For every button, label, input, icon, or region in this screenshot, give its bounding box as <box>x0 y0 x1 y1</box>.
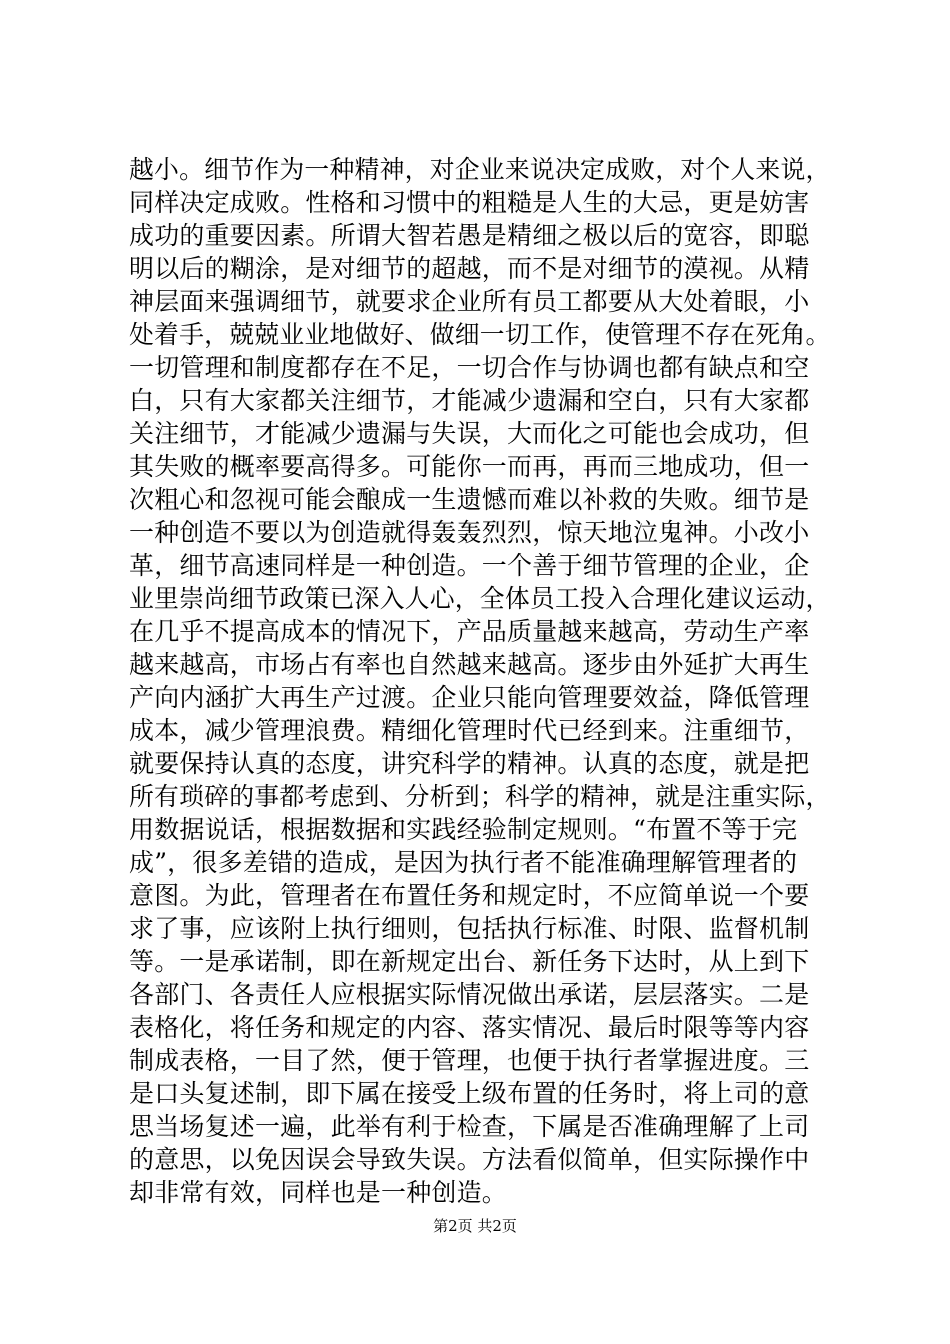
text-line: 次粗心和忽视可能会酿成一生遗憾而难以补救的失败。细节是 <box>129 485 810 514</box>
text-line: 神层面来强调细节，就要求企业所有员工都要从大处着眼，小 <box>129 287 810 316</box>
text-line: 产向内涵扩大再生产过渡。企业只能向管理要效益，降低管理 <box>129 683 810 712</box>
text-line: 成功的重要因素。所谓大智若愚是精细之极以后的宽容，即聪 <box>129 221 810 250</box>
text-line: 在几乎不提高成本的情况下，产品质量越来越高，劳动生产率 <box>129 617 810 646</box>
text-line: 意图。为此，管理者在布置任务和规定时，不应简单说一个要 <box>129 881 810 910</box>
text-line: 的意思，以免因误会导致失误。方法看似简单，但实际操作中 <box>129 1145 810 1174</box>
text-line: 越小。细节作为一种精神，对企业来说决定成败，对个人来说， <box>129 155 831 184</box>
text-line: 越来越高，市场占有率也自然越来越高。逐步由外延扩大再生 <box>129 650 810 679</box>
text-line: 就要保持认真的态度，讲究科学的精神。认真的态度，就是把 <box>129 749 810 778</box>
text-line: 明以后的糊涂，是对细节的超越，而不是对细节的漠视。从精 <box>129 254 810 283</box>
text-line: 同样决定成败。性格和习惯中的粗糙是人生的大忌，更是妨害 <box>129 188 810 217</box>
text-line: 等。一是承诺制，即在新规定出台、新任务下达时，从上到下 <box>129 947 810 976</box>
text-line: 所有琐碎的事都考虑到、分析到；科学的精神，就是注重实际， <box>129 782 831 811</box>
text-line: 各部门、各责任人应根据实际情况做出承诺，层层落实。二是 <box>129 980 810 1009</box>
text-line: 用数据说话，根据数据和实践经验制定规则。“布置不等于完 <box>129 815 798 844</box>
text-line: 其失败的概率要高得多。可能你一而再，再而三地成功，但一 <box>129 452 810 481</box>
text-line: 一切管理和制度都存在不足，一切合作与协调也都有缺点和空 <box>129 353 810 382</box>
text-line: 求了事，应该附上执行细则，包括执行标准、时限、监督机制 <box>129 914 810 943</box>
text-line: 白，只有大家都关注细节，才能减少遗漏和空白，只有大家都 <box>129 386 810 415</box>
text-line: 却非常有效，同样也是一种创造。 <box>129 1178 508 1207</box>
body-text <box>129 153 829 1209</box>
text-line: 成本，减少管理浪费。精细化管理时代已经到来。注重细节， <box>129 716 810 745</box>
text-line: 业里崇尚细节政策已深入人心，全体员工投入合理化建议运动， <box>129 584 831 613</box>
text-line: 思当场复述一遍，此举有利于检查，下属是否准确理解了上司 <box>129 1112 810 1141</box>
text-line: 一种创造不要以为创造就得轰轰烈烈，惊天地泣鬼神。小改小 <box>129 518 810 547</box>
text-line: 表格化，将任务和规定的内容、落实情况、最后时限等等内容 <box>129 1013 810 1042</box>
text-line: 成”，很多差错的造成，是因为执行者不能准确理解管理者的 <box>129 848 798 877</box>
text-line: 革，细节高速同样是一种创造。一个善于细节管理的企业，企 <box>129 551 810 580</box>
text-line: 是口头复述制，即下属在接受上级布置的任务时，将上司的意 <box>129 1079 810 1108</box>
page-footer: 第2页 共2页 <box>433 1217 517 1235</box>
text-line: 处着手，兢兢业业地做好、做细一切工作，使管理不存在死角。 <box>129 320 831 349</box>
text-line: 制成表格，一目了然，便于管理，也便于执行者掌握进度。三 <box>129 1046 810 1075</box>
text-line: 关注细节，才能减少遗漏与失误，大而化之可能也会成功，但 <box>129 419 810 448</box>
